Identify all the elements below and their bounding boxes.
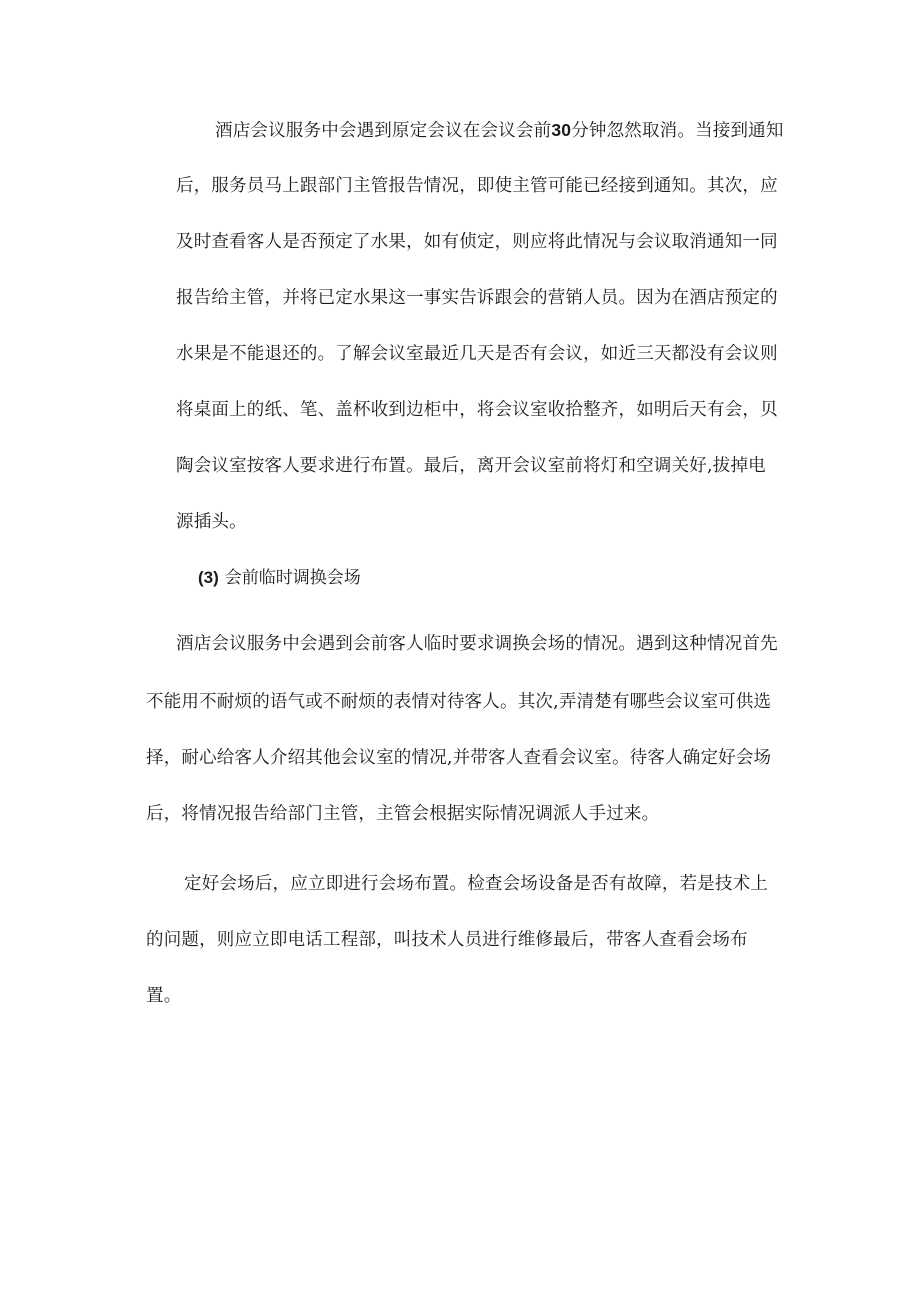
paragraph-2-line-4: 后，将情况报告给部门主管，主管会根据实际情况调派人手过来。 [146, 804, 660, 824]
section-heading-title: 会前临时调换会场 [224, 568, 361, 588]
paragraph-1-line-1-pre: 酒店会议服务中会遇到原定会议在会议会前 [215, 121, 552, 141]
paragraph-2-line-2: 不能用不耐烦的语气或不耐烦的表情对待客人。其次,弄清楚有哪些会议室可供选 [146, 692, 772, 712]
paragraph-1-line-1-post: 分钟忽然取消。当接到通知 [571, 121, 784, 141]
paragraph-1-line-1 [215, 118, 784, 143]
paragraph-1-line-3: 及时查看客人是否预定了水果，如有侦定，则应将此情况与会议取消通知一同 [176, 232, 778, 252]
paragraph-3-line-2: 的问题，则应立即电话工程部，叫技术人员进行维修最后，带客人查看会场布 [146, 930, 748, 950]
paragraph-2-line-1: 酒店会议服务中会遇到会前客人临时要求调换会场的情况。遇到这种情况首先 [176, 634, 778, 654]
paragraph-3-line-3: 置。 [146, 986, 182, 1006]
paragraph-1-number: 30 [551, 120, 572, 140]
paragraph-1-line-4: 报告给主管，并将已定水果这一事实告诉跟会的营销人员。因为在酒店预定的 [176, 288, 778, 308]
paragraph-1-line-5: 水果是不能退还的。了解会议室最近几天是否有会议，如近三天都没有会议则 [176, 344, 778, 364]
paragraph-1-line-7: 陶会议室按客人要求进行布置。最后，离开会议室前将灯和空调关好,拔掉电 [176, 456, 766, 476]
paragraph-2-line-3: 择，耐心给客人介绍其他会议室的情况,并带客人查看会议室。待客人确定好会场 [146, 748, 772, 768]
section-heading-number: (3) [198, 568, 219, 587]
section-heading [198, 566, 361, 590]
paragraph-1-line-8: 源插头。 [176, 512, 247, 532]
paragraph-3-line-1: 定好会场后，应立即进行会场布置。检查会场设备是否有故障，若是技术上 [184, 874, 769, 894]
paragraph-1-line-2: 后，服务员马上跟部门主管报告情况，即使主管可能已经接到通知。其次，应 [176, 176, 778, 196]
paragraph-1-line-6: 将桌面上的纸、笔、盖杯收到边柜中，将会议室收拾整齐，如明后天有会，贝 [176, 400, 778, 420]
